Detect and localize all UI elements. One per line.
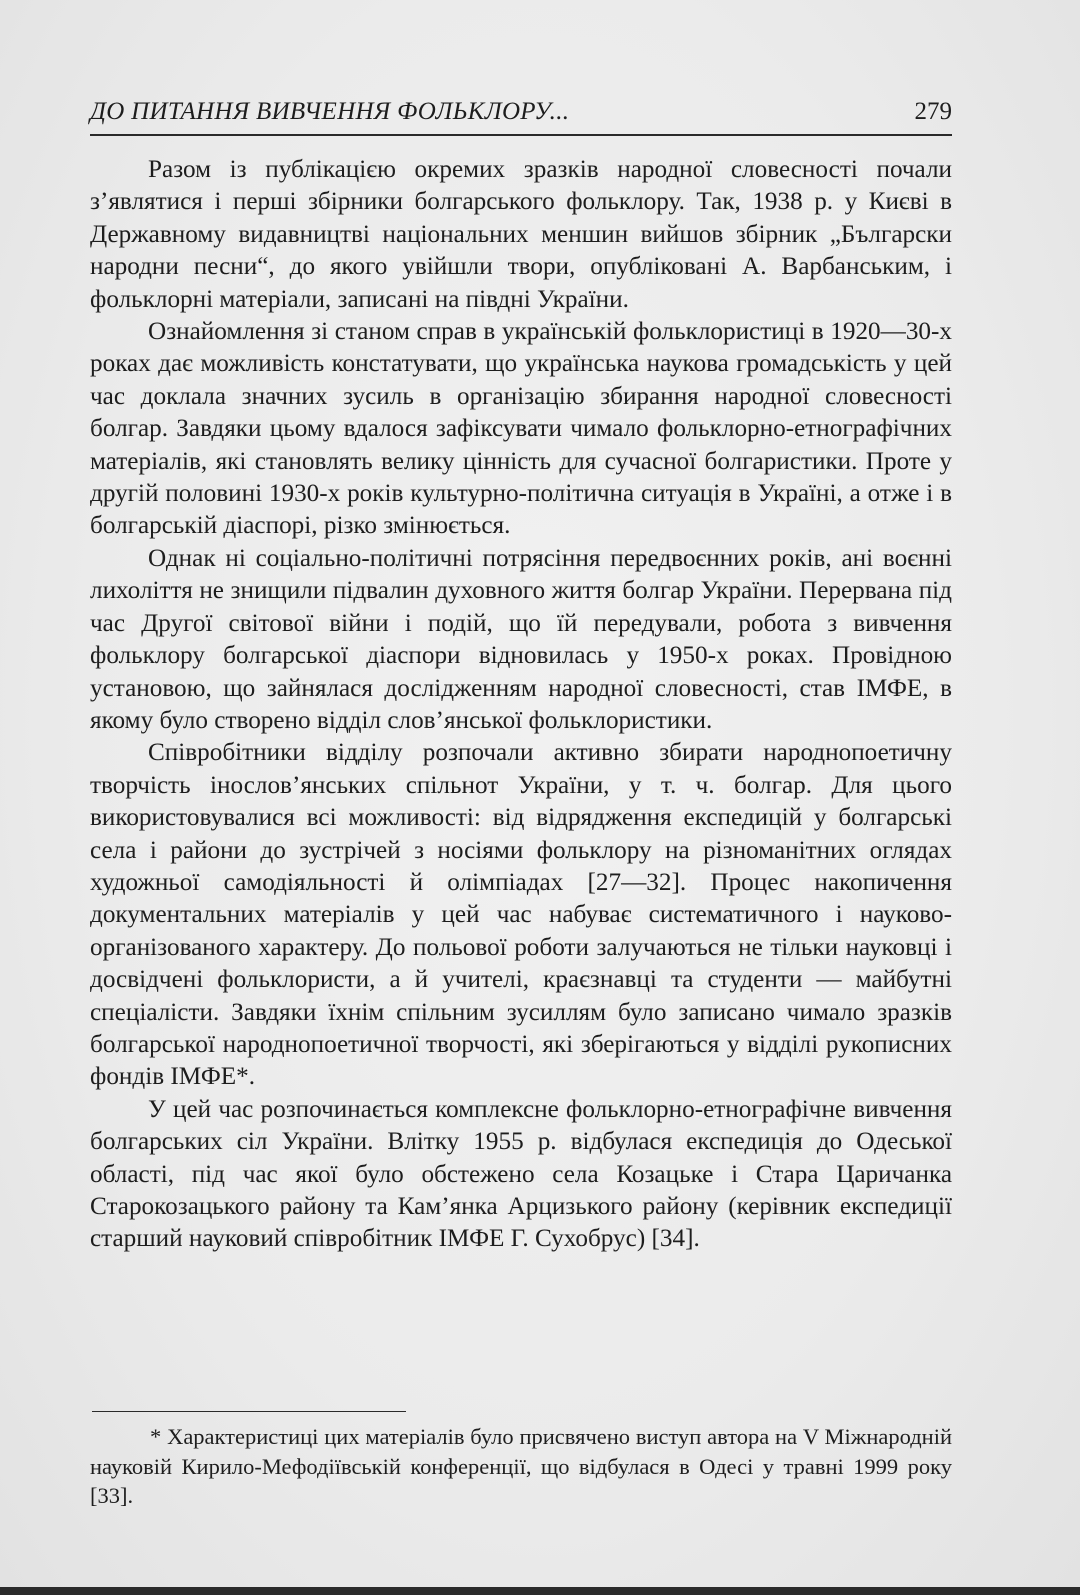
paragraph-3: Однак ні соціально-політичні потрясіння передвоєнних років, ані воєнні лихоліття не знищили підвалин духовного життя болгар України. Перервана під час Другої світової війни і подій, що їй передували, робота з вивчення фольклору болгарської діаспори відновилась у 1950-х роках. Провідною установою, що зайнялася дослідженням народної словесності, став ІМФЕ, в якому було створено відділ слов’янської фольклористики. — [90, 544, 952, 734]
main-text — [90, 154, 952, 1256]
scan-edge — [0, 1587, 1080, 1595]
paragraph-5: У цей час розпочинається комплексне фольклорно-етнографічне вивчення болгарських сіл України. Влітку 1955 р. відбулася експедиція до Одеської області, під час якої було обстежено села Козацьке і Стара Царичанка Старокозацького району та Кам’янка Арцизького району (керівник експедиції старший науковий співробітник ІМФЕ Г. Сухобрус) [34]. — [90, 1095, 952, 1253]
paragraph-4: Співробітники відділу розпочали активно збирати народнопоетичну творчість інослов’янських спільнот України, у т. ч. болгар. Для цього використовувалися всі можливості: від відрядження експедицій у болгарські села і райони до зустрічей з носіями фольклору на різноманітних оглядах художньої самодіяльності й олімпіадах [27—32]. Процес накопичення документальних матеріалів у цей час набуває систематичного і науково-організованого характеру. До польової роботи залучаються не тільки науковці і досвідчені фольклористи, а й учителі, краєзнавці та студенти — майбутні спеціалісти. Завдяки їхнім спільним зусиллям було записано чимало зразків болгарської народнопоетичної творчості, які зберігаються у відділі рукописних фондів ІМФЕ*. — [90, 739, 952, 1091]
footnote: * Характеристиці цих матеріалів було присвячено виступ автора на V Міжнародній науковій Кирило-Мефодіївській конференції, що відбулася в Одесі у травні 1999 року [33]. — [90, 1424, 952, 1508]
paragraph-1: Разом із публікацією окремих зразків народної словесності почали з’являтися і перші збірники болгарського фольклору. Так, 1938 р. у Києві в Державному видавництві національних меншин вийшов збірник „Български народни песни“, до якого увійшли твори, опубліковані А. Варбанським, і фольклорні матеріали, записані на півдні України. — [90, 156, 952, 313]
footnote-rule — [92, 1411, 406, 1412]
page-number: 279 — [914, 98, 952, 125]
running-title: ДО ПИТАННЯ ВИВЧЕННЯ ФОЛЬКЛОРУ... — [90, 98, 570, 125]
running-header — [90, 92, 952, 136]
paragraph-2: Ознайомлення зі станом справ в українській фольклористиці в 1920—30-х роках дає можливість констатувати, що українська наукова громадськість у цей час доклала значних зусиль в організацію збирання народної словесності болгар. Завдяки цьому вдалося зафіксувати чимало фольклорно-етнографічних матеріалів, які становлять велику цінність для сучасної болгаристики. Проте у другій половині 1930-х років культурно-політична ситуація в Україні, а отже і в болгарській діаспорі, різко змінюється. — [90, 318, 952, 540]
